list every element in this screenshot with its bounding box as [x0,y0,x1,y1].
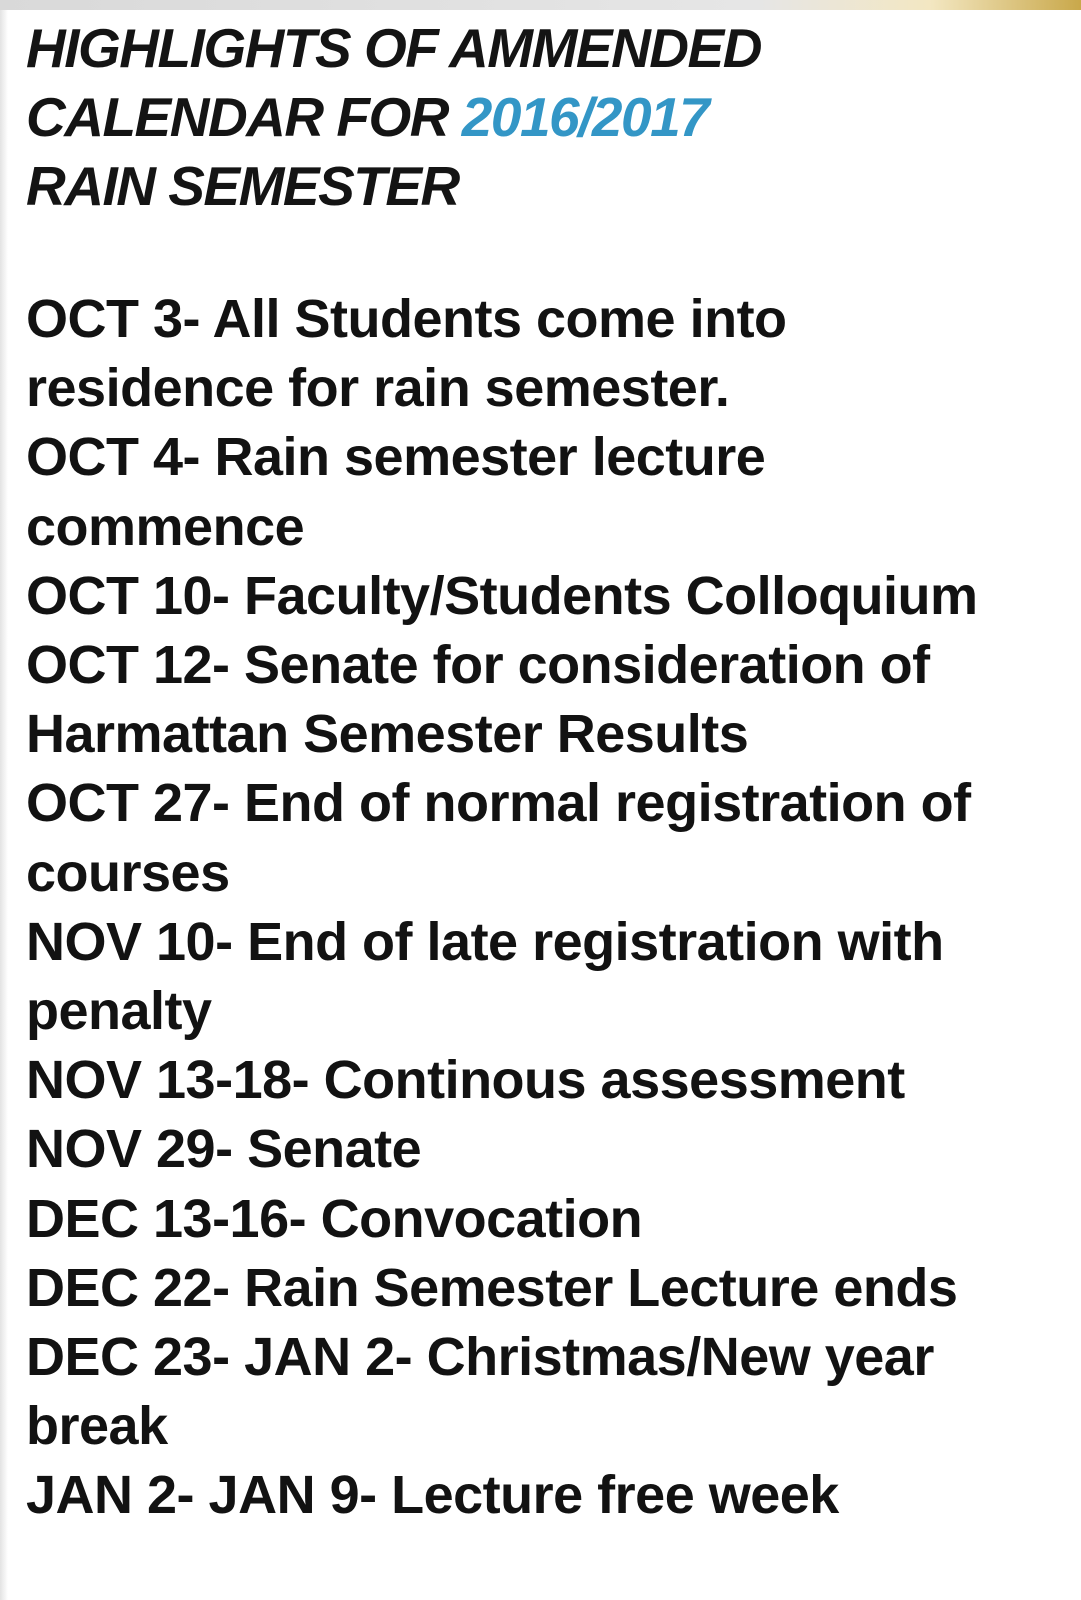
schedule-item [26,1185,1081,1254]
schedule-item-line: DEC 22- Rain Semester Lecture ends [26,1257,958,1318]
schedule-item-continuation: commence [26,496,305,557]
heading-year: 2016/2017 [461,86,709,148]
schedule-item-line: OCT 3- All Students come into [26,289,787,349]
schedule-item-continuation: break [26,1396,168,1457]
schedule-item-line: NOV 29- Senate [26,1119,422,1180]
heading-line-2-prefix: CALENDAR FOR [26,86,462,148]
schedule-item [26,285,1081,423]
schedule-item-line: NOV 13-18- Continous assessment [26,1050,905,1111]
schedule-item [26,1323,1081,1461]
schedule-item [26,1115,1081,1184]
schedule-item-line: OCT 12- Senate for consideration of [26,635,930,696]
schedule-item [26,1461,1081,1530]
schedule-item-continuation: Harmattan Semester Results [26,704,749,765]
calendar-heading [26,14,761,221]
schedule-item [26,1254,1081,1323]
heading-line-3: RAIN SEMESTER [26,155,459,217]
schedule-item-line: NOV 10- End of late registration with [26,911,944,972]
heading-line-1: HIGHLIGHTS OF AMMENDED [26,17,761,79]
schedule-item-line: OCT 4- Rain semester lecture [26,427,766,488]
schedule-item-line: DEC 13-16- Convocation [26,1188,643,1249]
schedule-item [26,562,1081,631]
schedule-item [26,1046,1081,1115]
schedule-item-line: JAN 2- JAN 9- Lecture free week [26,1465,839,1526]
left-edge-decoration [0,10,8,1600]
schedule-item-continuation: residence for rain semester. [26,358,730,419]
heading-line-2 [26,83,761,152]
calendar-schedule-list [26,285,1081,1531]
schedule-item [26,769,1081,907]
schedule-item-continuation: courses [26,842,230,903]
schedule-item-line: OCT 10- Faculty/Students Colloquium [26,565,978,626]
schedule-item [26,908,1081,1046]
schedule-item-line: OCT 27- End of normal registration of [26,773,971,834]
schedule-item-line: DEC 23- JAN 2- Christmas/New year [26,1327,934,1388]
schedule-item-continuation: penalty [26,981,212,1042]
schedule-item [26,631,1081,769]
schedule-item [26,423,1081,561]
top-edge-decoration [0,0,1081,10]
